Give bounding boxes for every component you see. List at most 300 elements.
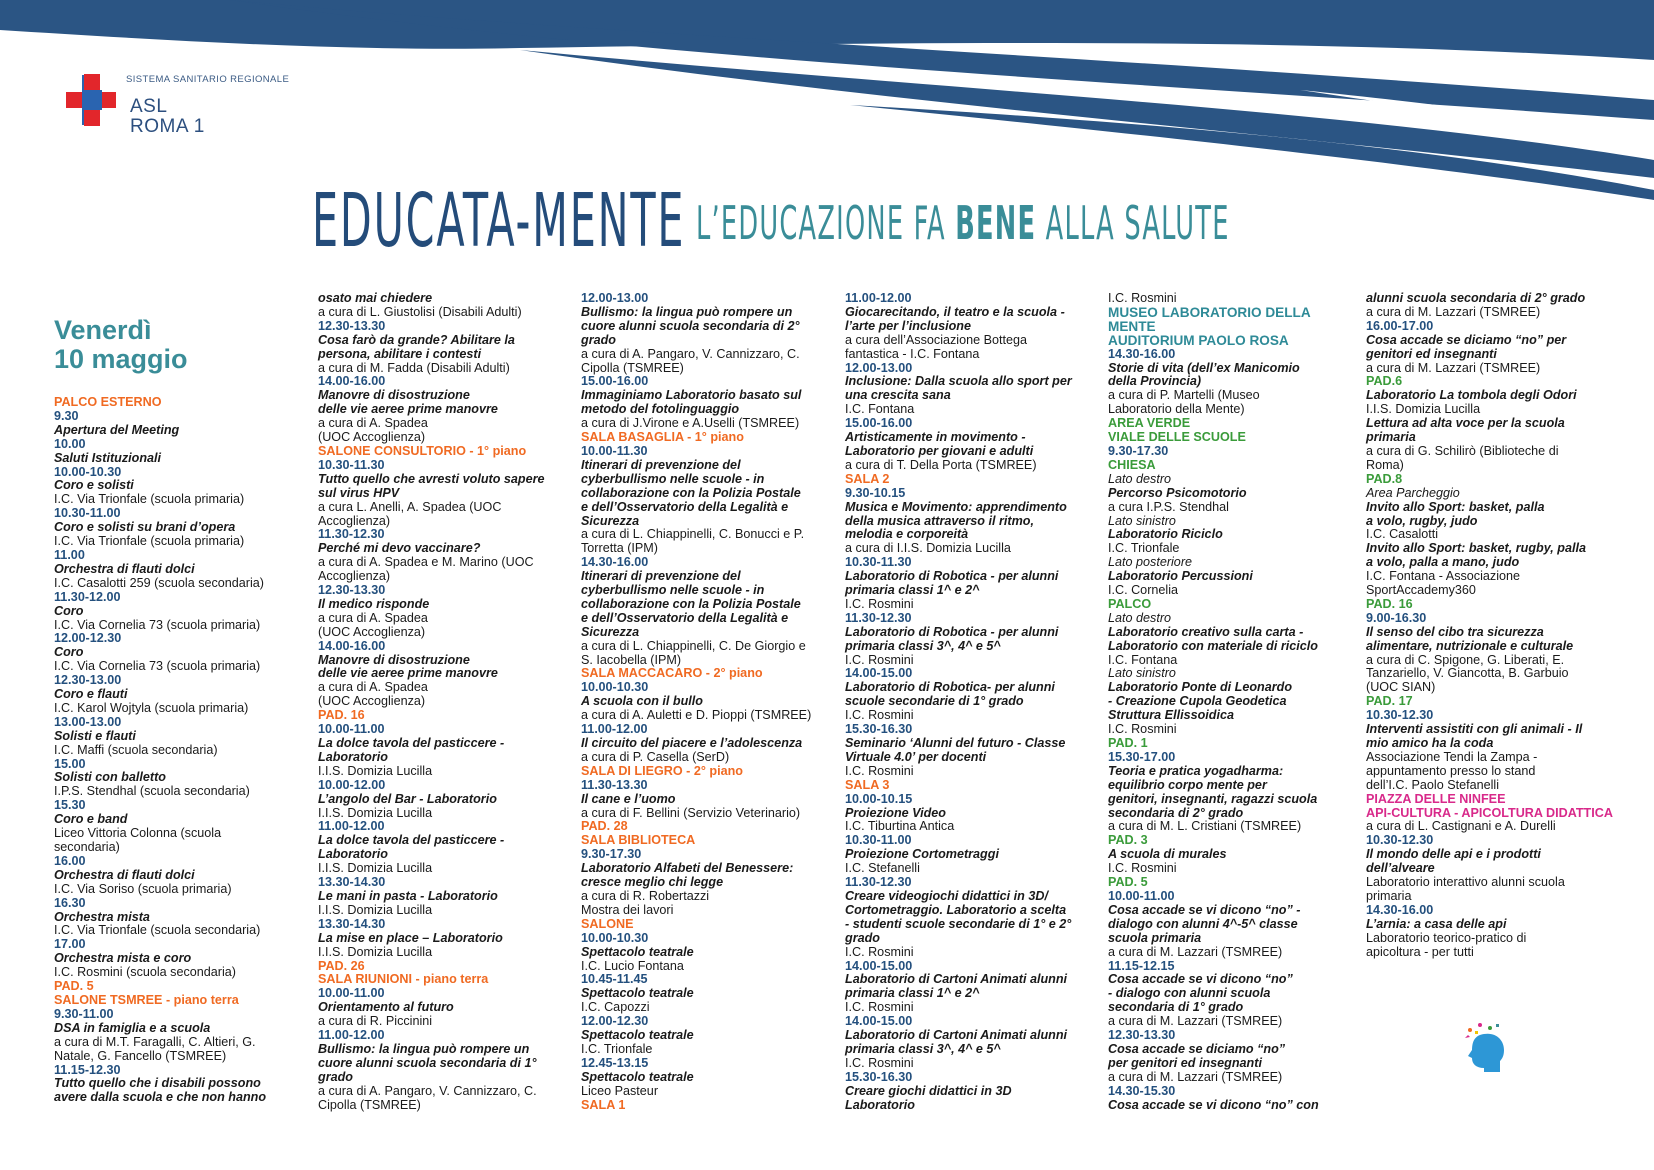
schedule-line: 10.30-11.00: [845, 833, 912, 848]
schedule-line: 12.00-12.30: [54, 631, 122, 646]
schedule-line: 16.00: [54, 853, 86, 868]
schedule-line: Tanzariello, V. Giancotta, B. Garbuio: [1366, 666, 1569, 681]
schedule-line: Laboratorio creativo sulla carta -: [1108, 624, 1304, 639]
schedule-line: a cura di G. Schilirò (Biblioteche di: [1366, 443, 1559, 458]
schedule-line: 11.15-12.15: [1108, 958, 1175, 973]
schedule-line: Orchestra mista e coro: [54, 951, 192, 966]
schedule-line: delle vie aeree prime manovre: [318, 402, 498, 417]
schedule-line: I.C. Rosmini: [845, 596, 914, 611]
schedule-line: 14.30-16.00: [1366, 902, 1434, 917]
schedule-line: primaria classi 1^ e 2^: [845, 583, 980, 598]
schedule-line: I.C. Rosmini: [845, 1055, 914, 1070]
asl-cross-logo: [66, 74, 116, 126]
schedule-line: PALCO ESTERNO: [54, 395, 162, 409]
schedule-line: AUDITORIUM PAOLO ROSA: [1108, 332, 1289, 348]
schedule-line: I.C. Rosmini: [845, 763, 914, 778]
schedule-line: I.C. Via Trionfale (scuola secondaria): [54, 923, 261, 938]
schedule-line: (UOC SIAN): [1366, 680, 1436, 695]
schedule-line: 9.30-10.15: [845, 485, 906, 500]
schedule-line: MUSEO LABORATORIO DELLA: [1108, 304, 1311, 320]
schedule-line: I.C. Rosmini: [1108, 861, 1177, 876]
schedule-line: Area Parcheggio: [1366, 485, 1460, 500]
schedule-line: osato mai chiedere: [318, 291, 433, 305]
schedule-line: I.C. Trionfale: [581, 1041, 653, 1056]
schedule-line: Laboratorio Ponte di Leonardo: [1108, 680, 1293, 695]
schedule-line: avere dalla scuola e che non hanno: [54, 1090, 267, 1105]
schedule-line: PIAZZA DELLE NINFEE: [1366, 791, 1506, 806]
schedule-line: e dell’Osservatorio della Legalità e: [581, 610, 789, 625]
schedule-line: L’angolo del Bar - Laboratorio: [318, 791, 497, 806]
schedule-line: a cura di I.I.S. Domizia Lucilla: [845, 541, 1011, 556]
schedule-line: PAD. 26: [318, 958, 365, 973]
schedule-line: Tutto quello che i disabili possono: [54, 1076, 261, 1091]
schedule-line: alunni scuola secondaria di 2° grado: [1366, 291, 1586, 305]
schedule-line: I.C. Maffi (scuola secondaria): [54, 742, 218, 757]
schedule-line: 14.30-16.00: [581, 555, 649, 570]
schedule-line: Virtuale 4.0’ per docenti: [845, 749, 987, 764]
schedule-line: Roma): [1366, 457, 1404, 472]
schedule-line: Laboratorio di Robotica- per alunni: [845, 680, 1055, 695]
schedule-line: Coro e solisti: [54, 478, 134, 493]
schedule-line: 13.30-14.30: [318, 916, 386, 931]
schedule-line: 14.00-16.00: [318, 374, 386, 389]
schedule-line: I.C. Rosmini (scuola secondaria): [54, 965, 236, 980]
schedule-line: 9.00-16.30: [1366, 610, 1427, 625]
schedule-line: 14.00-16.00: [318, 638, 386, 653]
schedule-line: SALA BASAGLIA - 1° piano: [581, 430, 744, 445]
schedule-line: Laboratorio: [845, 1097, 915, 1112]
schedule-line: Coro: [54, 645, 84, 660]
schedule-line: Coro e flauti: [54, 687, 128, 702]
schedule-line: melodia e corporeità: [845, 527, 969, 542]
schedule-line: 16.30: [54, 895, 86, 910]
schedule-line: a cura di F. Bellini (Servizio Veterinario): [581, 805, 801, 820]
schedule-line: secondaria di 1° grado: [1108, 1000, 1244, 1015]
schedule-line: Cipolla (TSMREE): [318, 1097, 421, 1112]
schedule-line: Apertura del Meeting: [54, 422, 180, 437]
schedule-line: a cura di J.Virone e A.Uselli (TSMREE): [581, 416, 800, 431]
schedule-line: secondaria): [54, 840, 120, 854]
schedule-line: 14.30-16.00: [1108, 346, 1176, 361]
schedule-line: scuole secondarie di 1° grado: [845, 694, 1024, 709]
schedule-line: primaria classi 3^, 4^ e 5^: [845, 638, 1001, 653]
schedule-line: I.C. Fontana: [845, 402, 915, 417]
schedule-line: I.C. Rosmini: [1108, 722, 1177, 737]
schedule-line: Il cane e l’uomo: [581, 791, 676, 806]
schedule-line: 15.00-16.00: [845, 416, 913, 431]
schedule-line: cyberbullismo nelle scuole - in: [581, 471, 765, 486]
schedule-line: 10.00-11.30: [581, 443, 648, 458]
schedule-line: 10.00-11.00: [1108, 888, 1175, 903]
schedule-line: Artisticamente in movimento -: [845, 430, 1026, 445]
title-subtitle: [696, 196, 1230, 250]
schedule-line: Manovre di disostruzione: [318, 652, 470, 667]
schedule-line: Solisti con balletto: [54, 770, 166, 785]
schedule-line: Laboratorio La tombola degli Odori: [1366, 388, 1577, 403]
schedule-line: Proiezione Cortometraggi: [845, 847, 999, 862]
schedule-line: a cura L. Anelli, A. Spadea (UOC: [318, 499, 502, 514]
schedule-line: appuntamento presso lo stand: [1366, 763, 1536, 778]
schedule-line: - Creazione Cupola Geodetica: [1108, 694, 1287, 709]
schedule-line: I.I.S. Domizia Lucilla: [318, 805, 433, 820]
schedule-line: La dolce tavola del pasticcere -: [318, 833, 505, 848]
schedule-line: La dolce tavola del pasticcere -: [318, 736, 505, 750]
schedule-line: metodo del fotolinguaggio: [581, 402, 740, 417]
schedule-line: 10.00-10.30: [581, 680, 649, 695]
asl-name-line2: ROMA 1: [130, 116, 205, 137]
schedule-line: API-CULTURA - APICOLTURA DIDATTICA: [1366, 805, 1613, 820]
schedule-line: apicoltura - per tutti: [1366, 944, 1474, 959]
schedule-line: 12.00-13.00: [845, 360, 913, 375]
schedule-line: Lato destro: [1108, 471, 1172, 486]
schedule-line: I.C. Capozzi: [581, 1000, 650, 1015]
schedule-line: PAD. 5: [1108, 875, 1148, 890]
schedule-line: 11.30-12.00: [54, 589, 121, 604]
schedule-line: Perché mi devo vaccinare?: [318, 541, 481, 556]
schedule-line: (UOC Accoglienza): [318, 624, 426, 639]
schedule-line: Laboratorio Alfabeti del Benessere:: [581, 861, 794, 876]
schedule-line: genitori, insegnanti, ragazzi scuola: [1108, 791, 1318, 806]
schedule-line: I.C. Fontana - Associazione: [1366, 569, 1521, 584]
schedule-line: Spettacolo teatrale: [581, 986, 694, 1001]
title-sub-part1: L’EDUCAZIONE FA: [696, 196, 956, 250]
schedule-line: 15.30-16.30: [845, 1069, 913, 1084]
schedule-line: Itinerari di prevenzione del: [581, 457, 741, 472]
schedule-line: I.C. Rosmini: [845, 944, 914, 959]
schedule-line: 15.00-16.00: [581, 374, 649, 389]
schedule-line: I.C. Stefanelli: [845, 861, 920, 876]
schedule-line: Lato sinistro: [1108, 666, 1176, 681]
schedule-line: Giocarecitando, il teatro e la scuola -: [845, 304, 1065, 319]
schedule-line: a cura I.P.S. Stendhal: [1108, 499, 1229, 514]
schedule-line: a cura di A. Pangaro, V. Cannizzaro, C.: [581, 346, 800, 361]
schedule-line: Seminario ‘Alunni del futuro - Classe: [845, 736, 1066, 750]
schedule-line: Spettacolo teatrale: [581, 1028, 694, 1043]
schedule-line: Cortometraggio. Laboratorio a scelta: [845, 902, 1067, 917]
schedule-line: 16.00-17.00: [1366, 318, 1434, 333]
schedule-line: primaria: [1366, 430, 1416, 445]
schedule-line: Cosa farò da grande? Abilitare la: [318, 332, 515, 347]
schedule-line: SALONE: [581, 916, 634, 931]
schedule-line: Lettura ad alta voce per la scuola: [1366, 416, 1565, 431]
schedule-line: La mise en place – Laboratorio: [318, 930, 503, 945]
schedule-line: 15.30: [54, 798, 86, 813]
schedule-line: a cura di A. Spadea: [318, 610, 428, 625]
schedule-line: (UOC Accoglienza): [318, 430, 426, 445]
schedule-column-5: [1108, 292, 1319, 1112]
schedule-line: Struttura Ellissoidica: [1108, 708, 1234, 723]
schedule-line: I.C. Rosmini: [1108, 291, 1177, 305]
schedule-line: Cipolla (TSMREE): [581, 360, 684, 375]
schedule-line: a cura di P. Martelli (Museo: [1108, 388, 1260, 403]
schedule-line: Associazione Tendi la Zampa -: [1366, 749, 1538, 764]
schedule-line: 12.30-13.30: [1108, 1028, 1176, 1043]
schedule-line: Sicurezza: [581, 513, 640, 528]
schedule-line: A scuola di murales: [1108, 847, 1227, 862]
schedule-line: Natale, G. Fancello (TSMREE): [54, 1048, 227, 1063]
schedule-line: 10.00: [54, 436, 86, 451]
schedule-line: Bullismo: la lingua può rompere un: [581, 304, 793, 319]
schedule-line: Coro e solisti su brani d’opera: [54, 520, 236, 535]
schedule-line: Immaginiamo Laboratorio basato sul: [581, 388, 802, 403]
schedule-line: Liceo Vittoria Colonna (scuola: [54, 826, 222, 841]
schedule-line: Invito allo Sport: basket, rugby, palla: [1366, 541, 1586, 556]
schedule-line: Il medico risponde: [318, 596, 430, 611]
schedule-line: Spettacolo teatrale: [581, 944, 694, 959]
schedule-line: a volo, palla a mano, judo: [1366, 555, 1520, 570]
schedule-line: Laboratorio Riciclo: [1108, 527, 1223, 542]
schedule-line: dell’I.C. Paolo Stefanelli: [1366, 777, 1500, 792]
schedule-line: e dell’Osservatorio della Legalità e: [581, 499, 789, 514]
schedule-line: Tutto quello che avresti voluto sapere: [318, 471, 545, 486]
schedule-line: alimentare, nutrizionale e culturale: [1366, 638, 1574, 653]
schedule-line: - dialogo con alunni scuola: [1108, 986, 1271, 1001]
title-main: EDUCATA-MENTE: [312, 178, 686, 264]
schedule-line: 14.00-15.00: [845, 1014, 913, 1029]
asl-name: [130, 97, 205, 137]
schedule-line: 11.00-12.00: [318, 819, 385, 834]
schedule-line: 10.30-12.30: [1366, 833, 1434, 848]
schedule-line: I.C. Via Trionfale (scuola primaria): [54, 492, 245, 507]
schedule-line: I.P.S. Stendhal (scuola secondaria): [54, 784, 250, 799]
schedule-line: grado: [845, 930, 880, 945]
schedule-column-6: [1366, 292, 1613, 960]
schedule-line: Accoglienza): [318, 569, 391, 584]
schedule-line: cyberbullismo nelle scuole - in: [581, 583, 765, 598]
schedule-line: Invito allo Sport: basket, palla: [1366, 499, 1545, 514]
schedule-line: - studenti scuole secondarie di 1° e 2°: [845, 916, 1072, 931]
schedule-line: SALA DI LIEGRO - 2° piano: [581, 763, 743, 778]
schedule-line: grado: [318, 1069, 353, 1084]
schedule-line: collaborazione con la Polizia Postale: [581, 485, 801, 500]
schedule-line: a cura di M. Lazzari (TSMREE): [1108, 1069, 1283, 1084]
schedule-line: 10.30-11.00: [54, 506, 121, 521]
schedule-line: I.C. Via Cornelia 73 (scuola primaria): [54, 617, 261, 632]
schedule-line: 14.00-15.00: [845, 666, 913, 681]
schedule-line: 12.45-13.15: [581, 1055, 649, 1070]
schedule-line: a cura di L. Chiappinelli, C. Bonucci e P.: [581, 527, 805, 542]
schedule-line: primaria classi 1^ e 2^: [845, 986, 980, 1001]
schedule-line: Teoria e pratica yogadharma:: [1108, 763, 1284, 778]
schedule-line: Proiezione Video: [845, 805, 947, 820]
schedule-line: PALCO: [1108, 596, 1152, 611]
schedule-line: 10.45-11.45: [581, 972, 648, 987]
schedule-line: a cura di M. Lazzari (TSMREE): [1108, 1014, 1283, 1029]
schedule-line: S. Iacobella (IPM): [581, 652, 682, 667]
schedule-line: 14.00-15.00: [845, 958, 913, 973]
schedule-line: 12.30-13.30: [318, 583, 386, 598]
schedule-line: 15.30-16.30: [845, 722, 913, 737]
schedule-line: a cura di M. Fadda (Disabili Adulti): [318, 360, 510, 375]
schedule-line: Manovre di disostruzione: [318, 388, 470, 403]
schedule-line: a cura di A. Spadea: [318, 680, 428, 695]
schedule-line: 11.30-13.30: [581, 777, 648, 792]
schedule-line: Il senso del cibo tra sicurezza: [1366, 624, 1544, 639]
schedule-line: PAD. 5: [54, 979, 94, 994]
schedule-line: Bullismo: la lingua può rompere un: [318, 1041, 530, 1056]
schedule-line: Cosa accade se diciamo “no” per: [1366, 332, 1567, 347]
schedule-line: Spettacolo teatrale: [581, 1069, 694, 1084]
schedule-line: AREA VERDE: [1108, 416, 1191, 431]
schedule-line: 11.15-12.30: [54, 1062, 121, 1077]
schedule-line: secondaria di 2° grado: [1108, 805, 1244, 820]
title-sub-part2: ALLA SALUTE: [1036, 196, 1230, 250]
schedule-line: 12.30-13.30: [318, 318, 386, 333]
schedule-line: I.I.S. Domizia Lucilla: [318, 861, 433, 876]
schedule-line: Laboratorio con materiale di riciclo: [1108, 638, 1318, 653]
schedule-line: a cura di A. Spadea e M. Marino (UOC: [318, 555, 534, 570]
schedule-line: 11.30-12.30: [845, 875, 912, 890]
schedule-line: Saluti Istituzionali: [54, 450, 162, 465]
schedule-line: Laboratorio teorico-pratico di: [1366, 930, 1527, 945]
schedule-line: I.I.S. Domizia Lucilla: [318, 763, 433, 778]
schedule-line: 11.00: [54, 547, 85, 562]
schedule-line: Musica e Movimento: apprendimento: [845, 499, 1067, 514]
schedule-line: Storie di vita (dell’ex Manicomio: [1108, 360, 1300, 375]
title-sub-bold: BENE: [955, 196, 1037, 250]
schedule-line: PAD. 16: [1366, 596, 1413, 611]
page-title: [312, 178, 1230, 264]
schedule-line: L’arnia: a casa delle api: [1366, 916, 1507, 931]
schedule-line: per genitori ed insegnanti: [1108, 1055, 1262, 1070]
schedule-line: 13.00-13.00: [54, 714, 122, 729]
schedule-line: Solisti e flauti: [54, 728, 136, 743]
schedule-line: I.I.S. Domizia Lucilla: [1366, 402, 1481, 417]
schedule-line: 11.00-12.00: [845, 291, 912, 305]
schedule-line: a volo, rugby, judo: [1366, 513, 1478, 528]
schedule-line: PAD. 1: [1108, 736, 1148, 750]
schedule-line: a cura di M. Lazzari (TSMREE): [1366, 360, 1541, 375]
schedule-line: a cura di L. Chiappinelli, C. De Giorgio e: [581, 638, 806, 653]
schedule-line: Laboratorio della Mente): [1108, 402, 1245, 417]
schedule-line: cresce meglio chi legge: [581, 875, 724, 890]
schedule-line: 15.00: [54, 756, 86, 771]
schedule-line: I.C. Cornelia: [1108, 583, 1178, 598]
schedule-line: della musica attraverso il ritmo,: [845, 513, 1034, 528]
schedule-line: Laboratorio: [318, 749, 388, 764]
schedule-line: a cura di M. Lazzari (TSMREE): [1108, 944, 1283, 959]
schedule-line: primaria: [1366, 888, 1412, 903]
schedule-line: I.C. Trionfale: [1108, 541, 1180, 556]
schedule-line: Mostra dei lavori: [581, 902, 674, 917]
schedule-line: (UOC Accoglienza): [318, 694, 426, 709]
schedule-line: PAD.8: [1366, 471, 1403, 486]
schedule-line: l’arte per l’inclusione: [845, 318, 971, 333]
schedule-line: I.C. Rosmini: [845, 708, 914, 723]
schedule-line: SALA 1: [581, 1097, 626, 1112]
schedule-line: I.C. Via Cornelia 73 (scuola primaria): [54, 659, 261, 674]
schedule-line: 10.30-11.30: [845, 555, 912, 570]
schedule-line: SALA BIBLIOTECA: [581, 833, 696, 848]
schedule-line: Laboratorio Percussioni: [1108, 569, 1253, 584]
schedule-column-2: [318, 292, 545, 1112]
schedule-line: Lato posteriore: [1108, 555, 1193, 570]
schedule-line: 9.30-17.30: [1108, 443, 1169, 458]
schedule-line: SALONE CONSULTORIO - 1° piano: [318, 443, 527, 458]
schedule-line: Laboratorio di Robotica - per alunni: [845, 624, 1059, 639]
region-label: SISTEMA SANITARIO REGIONALE: [126, 74, 290, 85]
schedule-line: DSA in famiglia e a scuola: [54, 1020, 211, 1035]
schedule-line: Creare videogiochi didattici in 3D/: [845, 888, 1048, 903]
schedule-line: genitori ed insegnanti: [1366, 346, 1497, 361]
schedule-line: I.C. Via Trionfale (scuola primaria): [54, 534, 245, 549]
schedule-line: Laboratorio: [318, 847, 388, 862]
schedule-line: Lato destro: [1108, 610, 1172, 625]
schedule-line: dell’alveare: [1366, 861, 1435, 876]
schedule-line: I.C. Tiburtina Antica: [845, 819, 955, 834]
schedule-line: Laboratorio per giovani e adulti: [845, 443, 1034, 458]
schedule-line: 10.00-12.00: [318, 777, 386, 792]
schedule-column-1: [54, 396, 266, 1105]
schedule-line: Coro: [54, 603, 84, 618]
schedule-line: Cosa accade se vi dicono “no” -: [1108, 902, 1301, 917]
schedule-line: a cura di P. Casella (SerD): [581, 749, 730, 764]
schedule-line: PAD. 16: [318, 708, 365, 723]
schedule-line: a cura di A. Pangaro, V. Cannizzaro, C.: [318, 1083, 537, 1098]
schedule-line: 9.30-11.00: [54, 1006, 114, 1021]
schedule-line: Orchestra mista: [54, 909, 150, 924]
schedule-line: I.C. Karol Wojtyla (scuola primaria): [54, 700, 249, 715]
schedule-line: PAD.6: [1366, 374, 1403, 389]
schedule-line: a cura di T. Della Porta (TSMREE): [845, 457, 1037, 472]
schedule-line: Il mondo delle api e i prodotti: [1366, 847, 1541, 862]
schedule-line: I.C. Casalotti: [1366, 527, 1439, 542]
schedule-line: a cura dell’Associazione Bottega: [845, 332, 1028, 347]
schedule-line: Sicurezza: [581, 624, 640, 639]
schedule-line: 14.30-15.30: [1108, 1083, 1176, 1098]
schedule-line: I.C. Rosmini: [845, 1000, 914, 1015]
schedule-line: Laboratorio di Cartoni Animati alunni: [845, 972, 1068, 987]
schedule-line: 10.30-12.30: [1366, 708, 1434, 723]
day-weekday: Venerdì: [54, 315, 152, 345]
schedule-line: Laboratorio interattivo alunni scuola: [1366, 875, 1565, 890]
schedule-line: CHIESA: [1108, 457, 1156, 472]
schedule-line: SALA 2: [845, 471, 890, 486]
schedule-line: Interventi assistiti con gli animali - Il: [1366, 722, 1583, 737]
schedule-line: persona, abilitare i contesti: [318, 346, 482, 361]
schedule-line: grado: [581, 332, 616, 347]
schedule-line: a cura di R. Robertazzi: [581, 888, 710, 903]
schedule-line: a cura di C. Spigone, G. Liberati, E.: [1366, 652, 1565, 667]
schedule-line: 9.30: [54, 408, 79, 423]
schedule-line: equilibrio corpo mente per: [1108, 777, 1267, 792]
schedule-line: a cura di M. Lazzari (TSMREE): [1366, 304, 1541, 319]
schedule-line: 17.00: [54, 937, 86, 952]
schedule-line: SALA RIUNIONI - piano terra: [318, 972, 489, 987]
schedule-line: 10.00-11.00: [318, 722, 385, 737]
head-brain-icon: [1462, 1020, 1508, 1078]
schedule-line: SALA 3: [845, 777, 890, 792]
schedule-line: MENTE: [1108, 318, 1156, 334]
schedule-line: I.C. Rosmini: [845, 652, 914, 667]
schedule-column-3: [581, 292, 811, 1112]
schedule-line: SALA MACCACARO - 2° piano: [581, 666, 763, 681]
schedule-line: 9.30-17.30: [581, 847, 642, 862]
schedule-line: Lato sinistro: [1108, 513, 1176, 528]
day-heading: [54, 316, 188, 374]
schedule-line: Orchestra di flauti dolci: [54, 867, 195, 882]
schedule-line: 15.30-17.00: [1108, 749, 1176, 764]
schedule-line: sul virus HPV: [318, 485, 400, 500]
schedule-line: 11.30-12.30: [318, 527, 385, 542]
schedule-line: Itinerari di prevenzione del: [581, 569, 741, 584]
schedule-line: Accoglienza): [318, 513, 391, 528]
schedule-line: dialogo con alunni 4^-5^ classe: [1108, 916, 1298, 931]
schedule-line: I.I.S. Domizia Lucilla: [318, 944, 433, 959]
schedule-line: I.C. Casalotti 259 (scuola secondaria): [54, 575, 264, 590]
schedule-line: 12.00-12.30: [581, 1014, 649, 1029]
schedule-line: Cosa accade se vi dicono “no” con: [1108, 1097, 1319, 1112]
